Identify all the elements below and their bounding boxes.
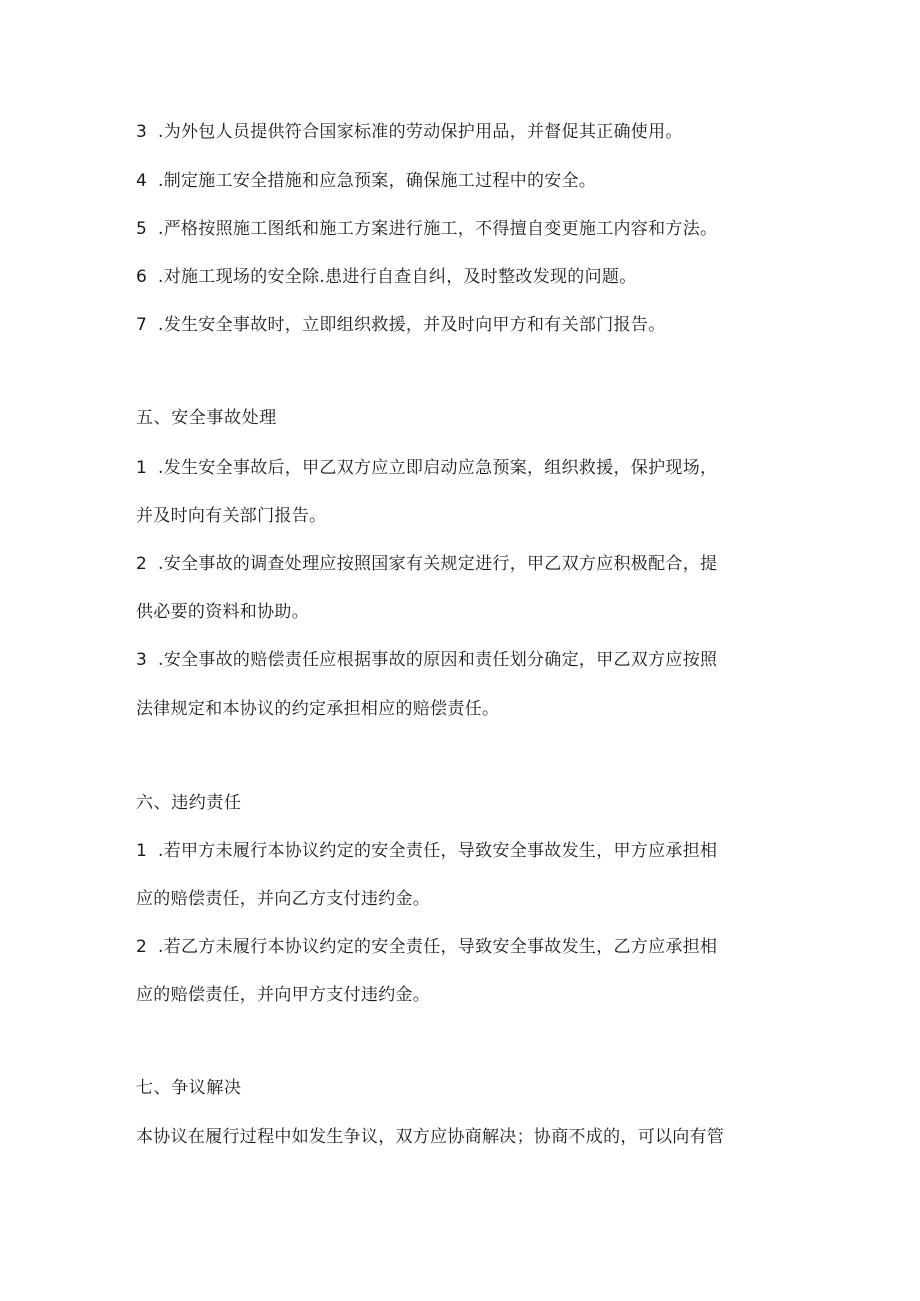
clause-number: 7: [136, 315, 148, 335]
clause-4-5: [136, 217, 776, 241]
clause-number: 3: [136, 122, 148, 142]
clause-4-6: [136, 265, 776, 289]
section-7-text: 本协议在履行过程中如发生争议，双方应协商解决；协商不成的，可以向有管: [136, 1127, 725, 1147]
clause-number: 1: [136, 841, 148, 861]
clause-4-4: [136, 169, 776, 193]
clause-text: .安全事故的赔偿责任应根据事故的原因和责任划分确定，甲乙双方应按照: [158, 650, 718, 670]
clause-6-2-line2: 应的赔偿责任，并向甲方支付违约金。: [136, 985, 431, 1005]
clause-text: .安全事故的调查处理应按照国家有关规定进行，甲乙双方应积极配合，提: [158, 554, 718, 574]
clause-text: .制定施工安全措施和应急预案，确保施工过程中的安全。: [158, 171, 597, 191]
clause-5-2-line1: [136, 552, 776, 576]
clause-5-1-line1: [136, 456, 776, 480]
clause-number: 3: [136, 650, 148, 670]
clause-text: .发生安全事故时，立即组织救援，并及时向甲方和有关部门报告。: [158, 315, 666, 335]
clause-4-3: [136, 120, 776, 144]
clause-5-3-line2: 法律规定和本协议的约定承担相应的赔偿责任。: [136, 699, 500, 719]
clause-text: .对施工现场的安全除.患进行自查自纠，及时整改发现的问题。: [158, 267, 637, 287]
clause-4-7: [136, 313, 776, 337]
clause-number: 2: [136, 554, 148, 574]
clause-5-2-line2: 供必要的资料和协助。: [136, 602, 309, 622]
clause-number: 5: [136, 219, 148, 239]
clause-text: .若乙方未履行本协议约定的安全责任，导致安全事故发生，乙方应承担相: [158, 937, 718, 957]
clause-text: .严格按照施工图纸和施工方案进行施工，不得擅自变更施工内容和方法。: [158, 219, 718, 239]
clause-number: 1: [136, 458, 148, 478]
clause-text: .若甲方未履行本协议约定的安全责任，导致安全事故发生，甲方应承担相: [158, 841, 718, 861]
clause-5-3-line1: [136, 648, 776, 672]
section-heading-6: 六、违约责任: [136, 793, 242, 813]
clause-text: .为外包人员提供符合国家标准的劳动保护用品，并督促其正确使用。: [158, 122, 683, 142]
clause-5-1-line2: 并及时向有关部门报告。: [136, 506, 327, 526]
clause-number: 4: [136, 171, 148, 191]
clause-6-2-line1: [136, 935, 776, 959]
section-heading-5: 五、安全事故处理: [136, 408, 277, 428]
clause-6-1-line1: [136, 839, 776, 863]
clause-6-1-line2: 应的赔偿责任，并向乙方支付违约金。: [136, 889, 431, 909]
section-heading-7: 七、争议解决: [136, 1078, 242, 1098]
clause-number: 2: [136, 937, 148, 957]
clause-number: 6: [136, 267, 148, 287]
clause-text: .发生安全事故后，甲乙双方应立即启动应急预案，组织救援，保护现场，: [158, 458, 718, 478]
